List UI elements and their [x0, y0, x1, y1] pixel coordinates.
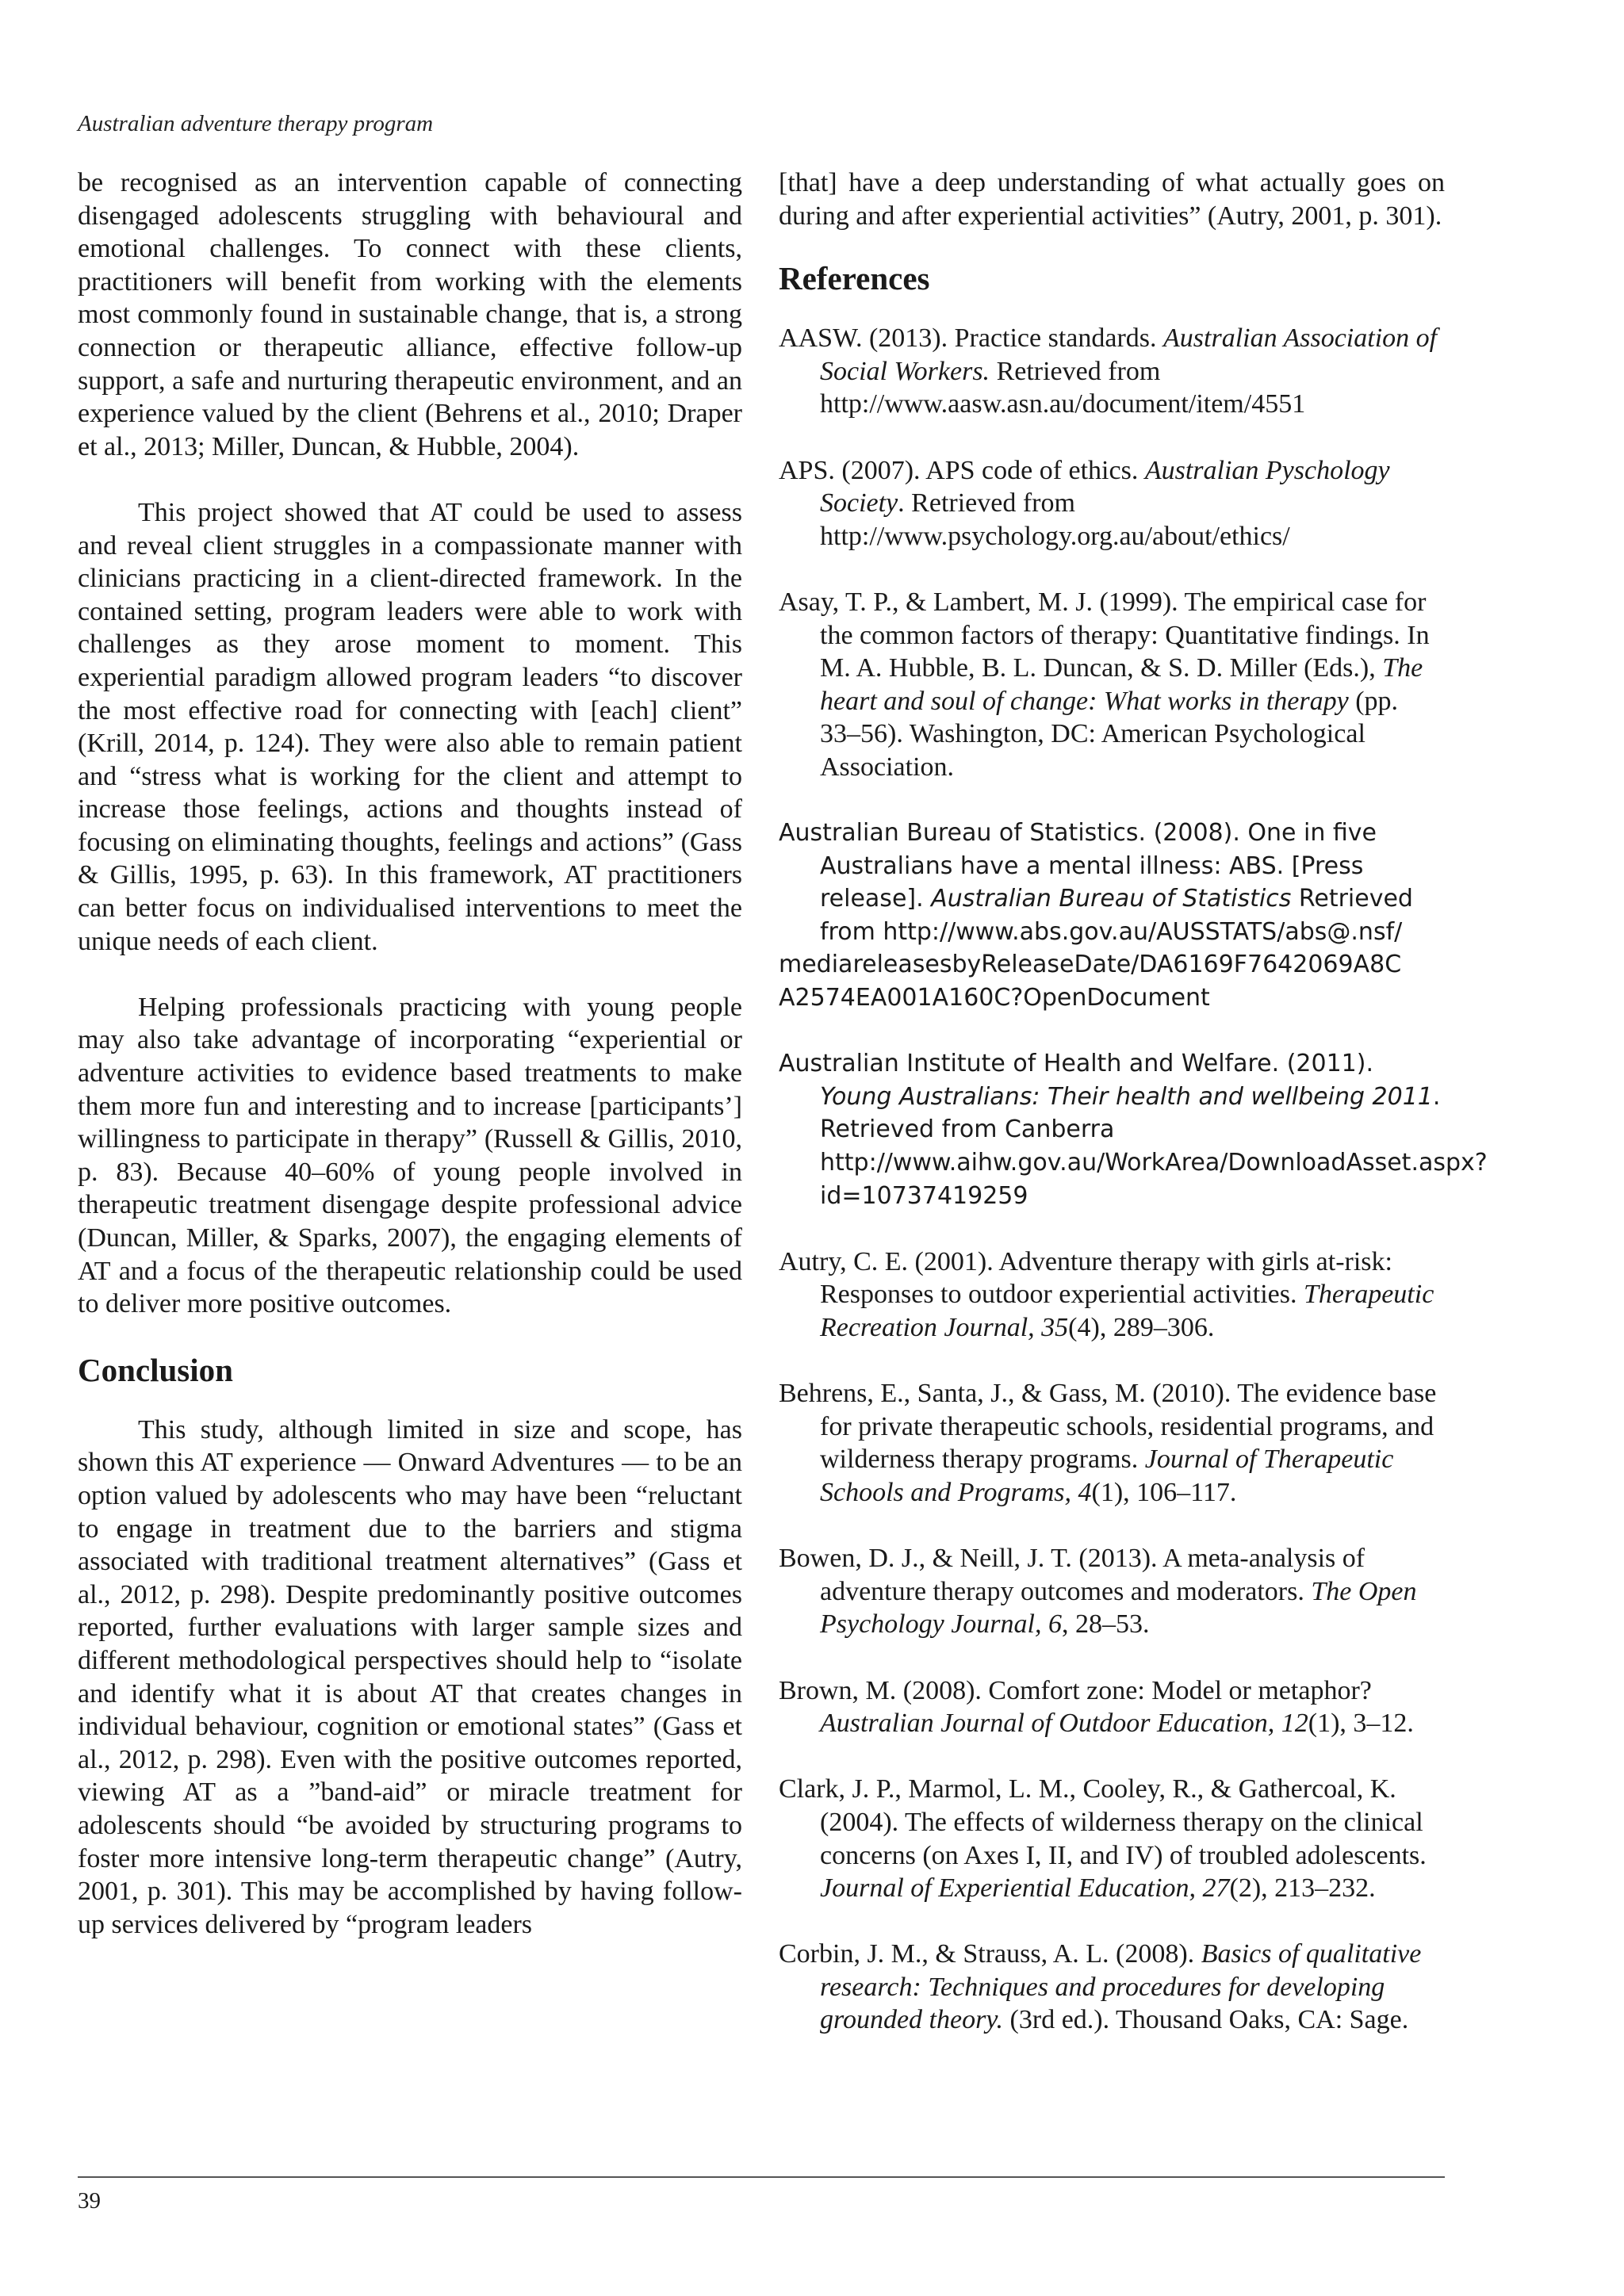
- ref-text: Asay, T. P., & Lambert, M. J. (1999). The empirical case for the common factors of therapy: Quantitative findings. In M. A. Hubble, B. L. Duncan, & S. D. Miller (Eds.),: [779, 587, 1430, 683]
- reference-entry: [779, 1674, 1445, 1740]
- ref-text: Behrens, E., Santa, J., & Gass, M. (2010). The evidence base for private therapeutic schools, residential programs, and wilderness therapy programs.: [779, 1379, 1437, 1475]
- footer-rule: [78, 2176, 1445, 2178]
- ref-title: Australian Bureau of Statistics: [931, 885, 1292, 913]
- ref-text: (4), 289–306.: [1068, 1313, 1215, 1342]
- ref-text: AASW. (2013). Practice standards.: [779, 323, 1164, 354]
- ref-text: Australian Institute of Health and Welfare. (2011).: [779, 1050, 1373, 1078]
- ref-text: APS. (2007). APS code of ethics.: [779, 455, 1145, 485]
- ref-title: Therapeutic Recreation Journal, 35: [820, 1280, 1434, 1342]
- references-heading: References: [779, 260, 930, 297]
- ref-text: Retrieved from http://www.abs.gov.au/AUSSTATS/abs@.nsf/: [820, 885, 1413, 946]
- ref-url-line: mediareleasesbyReleaseDate/DA6169F7642069A8C: [779, 951, 1402, 979]
- body-paragraph-continuation: [that] have a deep understanding of what actually goes on during and after experiential activities” (Autry, 2001, p. 301).: [779, 168, 1445, 231]
- ref-title: Australian Association of Social Workers.: [820, 323, 1438, 386]
- ref-title: Young Australians: Their health and wellbeing 2011: [820, 1082, 1433, 1111]
- ref-text: Brown, M. (2008). Comfort zone: Model or metaphor?: [779, 1675, 1372, 1705]
- ref-text: , 28–53.: [1062, 1609, 1150, 1640]
- reference-entry: [779, 1542, 1445, 1641]
- ref-title: Australian Journal of Outdoor Education, 12: [820, 1709, 1308, 1739]
- ref-text: Autry, C. E. (2001). Adventure therapy with girls at-risk: Responses to outdoor experiential activities.: [779, 1246, 1392, 1310]
- ref-url-line: A2574EA001A160C?OpenDocument: [779, 984, 1210, 1012]
- reference-entry: [779, 322, 1445, 421]
- ref-title: Basics of qualitative research: Techniques and procedures for developing grounded theory.: [820, 1939, 1422, 2035]
- ref-text: (2), 213–232.: [1229, 1873, 1376, 1904]
- body-paragraph: Helping professionals practicing with young people may also take advantage of incorporating “experiential or adventure activities to evidence based treatments to make them more fun and interesting and to increase [participants’] willingness to participate in therapy” (Russell & Gillis, 2010, p. 83). Because 40–60% of young people involved in therapeutic treatment disengage despite professional advice (Duncan, Miller, & Sparks, 2007), the engaging elements of AT and a focus of the therapeutic relationship could be used to deliver more positive outcomes.: [78, 992, 742, 1319]
- conclusion-heading: Conclusion: [78, 1351, 233, 1388]
- body-paragraph: be recognised as an intervention capable of connecting disengaged adolescents struggling with behavioural and emotional challenges. To connect with these clients, practitioners will benefit from working with the elements most commonly found in sustainable change, that is, a strong connection or therapeutic alliance, effective follow-up support, a safe and nurturing therapeutic environment, and an experience valued by the client (Behrens et al., 2010; Draper et al., 2013; Miller, Duncan, & Hubble, 2004).: [78, 168, 742, 461]
- ref-text: (1), 3–12.: [1308, 1709, 1414, 1739]
- ref-title: The heart and soul of change: What works in therapy: [820, 653, 1423, 716]
- ref-text: . Retrieved from Canberra http://www.aihw.gov.au/WorkArea/DownloadAsset.aspx?id=10737419259: [820, 1082, 1488, 1210]
- ref-text: (3rd ed.). Thousand Oaks, CA: Sage.: [1003, 2005, 1409, 2035]
- reference-entry: [779, 1773, 1445, 1904]
- reference-entry: [779, 1246, 1445, 1345]
- ref-title: Australian Pyschology Society: [820, 455, 1390, 519]
- ref-text: Corbin, J. M., & Strauss, A. L. (2008).: [779, 1939, 1201, 1969]
- ref-title: The Open Psychology Journal, 6: [820, 1576, 1417, 1640]
- reference-entry: [779, 817, 1445, 1015]
- ref-text: (pp. 33–56). Washington, DC: American Psychological Association.: [820, 686, 1399, 782]
- reference-entry: [779, 586, 1445, 784]
- left-column: [78, 166, 742, 1941]
- ref-text: Australian Bureau of Statistics. (2008). One in five Australians have a mental illness: ABS. [Press release].: [779, 819, 1377, 913]
- ref-title: Journal of Therapeutic Schools and Programs, 4: [820, 1445, 1394, 1507]
- body-paragraph: This project showed that AT could be used to assess and reveal client struggles in a compassionate manner with clinicians practicing in a client-directed framework. In the contained setting, program leaders were able to work with challenges as they arose moment to moment. This experiential paradigm allowed program leaders “to discover the most effective road for connecting with [each] client” (Krill, 2014, p. 124). They were also able to remain patient and “stress what is working for the client and attempt to increase those feelings, actions and thoughts instead of focusing on eliminating thoughts, feelings and actions” (Gass & Gillis, 1995, p. 63). In this framework, AT practitioners can better focus on individualised interventions to meet the unique needs of each client.: [78, 497, 742, 956]
- ref-text: Bowen, D. J., & Neill, J. T. (2013). A meta-analysis of adventure therapy outcomes and moderators.: [779, 1544, 1365, 1606]
- reference-entry: [779, 454, 1445, 553]
- ref-text: (1), 106–117.: [1091, 1477, 1237, 1507]
- body-paragraph: This study, although limited in size and scope, has shown this AT experience — Onward Adventures — to be an option valued by adolescents who may have been “reluctant to engage in treatment due to the barriers and stigma associated with traditional treatment alternatives” (Gass et al., 2012, p. 298). Despite predominantly positive outcomes reported, further evaluations with larger sample sizes and different methodological perspectives should help to “isolate and identify what it is about AT that creates changes in individual behaviour, cognition or emotional states” (Gass et al., 2012, p. 298). Even with the positive outcomes reported, viewing AT as a ”band-aid” or miracle treatment for adolescents should “be avoided by structuring programs to foster more intensive long-term therapeutic change” (Autry, 2001, p. 301). This may be accomplished by having follow-up services delivered by “program leaders: [78, 1414, 742, 1939]
- reference-entry: [779, 1047, 1488, 1212]
- reference-entry: [779, 1938, 1445, 2037]
- ref-title: Journal of Experiential Education, 27: [820, 1873, 1230, 1904]
- ref-text: Clark, J. P., Marmol, L. M., Cooley, R., & Gathercoal, K. (2004). The effects of wilderness therapy on the clinical concerns (on Axes I, II, and IV) of troubled adolescents.: [779, 1774, 1427, 1870]
- page-number: 39: [78, 2188, 101, 2214]
- reference-entry: [779, 1377, 1445, 1509]
- ref-text: Retrieved from http://www.aasw.asn.au/document/item/4551: [820, 356, 1306, 419]
- ref-text: . Retrieved from http://www.psychology.org.au/about/ethics/: [820, 488, 1290, 551]
- running-head: Australian adventure therapy program: [78, 111, 434, 136]
- right-column: [779, 166, 1488, 2070]
